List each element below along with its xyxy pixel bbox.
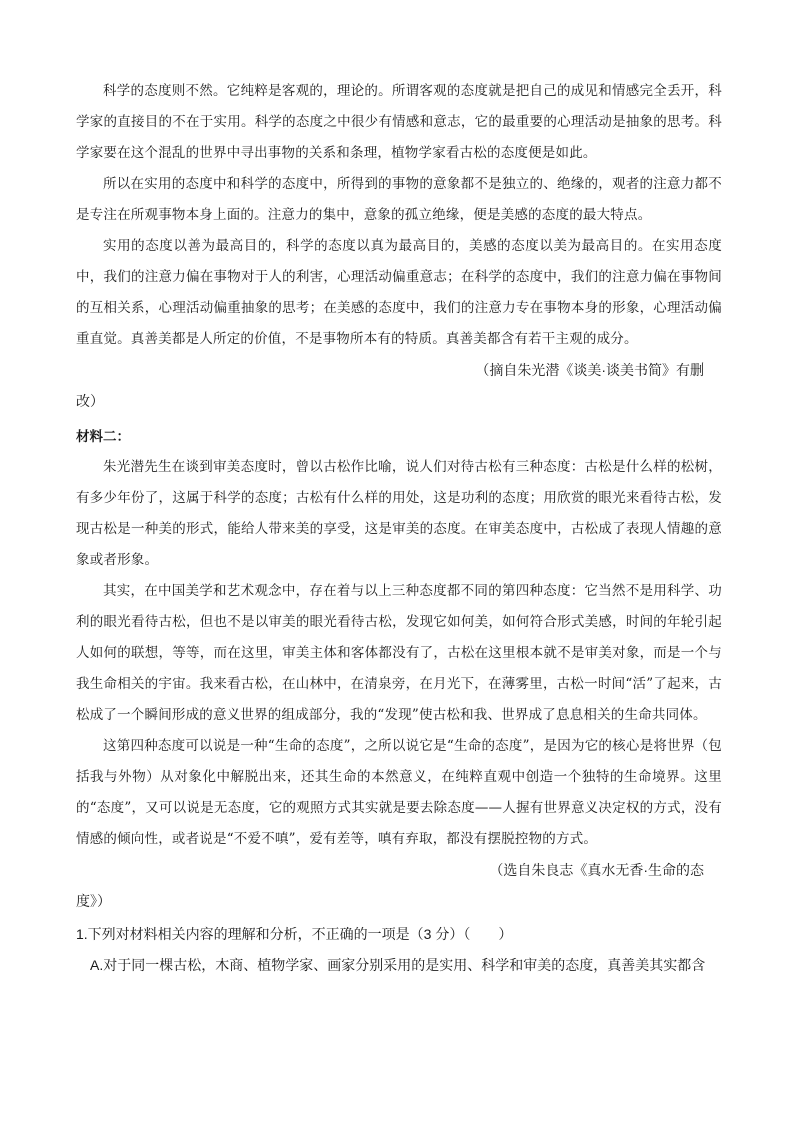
- material-two-paragraph-2: 其实，在中国美学和艺术观念中，存在着与以上三种态度都不同的第四种态度：它当然不是用科学、功利的眼光看待古松，但也不是以审美的眼光看待古松，发现它如何美，如何符合形式美感，时间的年轮引起人如何的联想，等等，而在这里，审美主体和客体都没有了，古松在这里根本就不是审美对象，而是一个与我生命相关的宇宙。我来看古松，在山林中，在清泉旁，在月光下，在薄雾里，古松一时间“活”了起来，古松成了一个瞬间形成的意义世界的组成部分，我的“发现”使古松和我、世界成了息息相关的生命共同体。: [76, 583, 722, 723]
- question-stem: 1.下列对材料相关内容的理解和分析，不正确的一项是（3 分）（ ）: [76, 926, 513, 942]
- material-two-heading: 材料二：: [76, 429, 130, 444]
- document-content: [76, 76, 722, 981]
- question-one: [76, 919, 722, 981]
- material-one-paragraph-3: 实用的态度以善为最高目的，科学的态度以真为最高目的，美感的态度以美为最高目的。在实用态度中，我们的注意力偏在事物对于人的利害，心理活动偏重意志；在科学的态度中，我们的注意力偏在事物间的互相关系，心理活动偏重抽象的思考；在美感的态度中，我们的注意力专在事物本身的形象，心理活动偏重直觉。真善美都是人所定的价值，不是事物所本有的特质。真善美都含有若干主观的成分。: [76, 238, 722, 347]
- material-one-paragraph-1: 科学的态度则不然。它纯粹是客观的，理论的。所谓客观的态度就是把自己的成见和情感完全丢开，科学家的直接目的不在于实用。科学的态度之中很少有情感和意志，它的最重要的心理活动是抽象的思考。科学家要在这个混乱的世界中寻出事物的关系和条理，植物学家看古松的态度便是如此。: [76, 83, 722, 161]
- material-one-paragraph-2: 所以在实用的态度中和科学的态度中，所得到的事物的意象都不是独立的、绝缘的，观者的注意力都不是专注在所观事物本身上面的。注意力的集中，意象的孤立绝缘，便是美感的态度的最大特点。: [76, 176, 722, 223]
- material-two-paragraph-3: 这第四种态度可以说是一种“生命的态度”，之所以说它是“生命的态度”，是因为它的核心是将世界（包括我与外物）从对象化中解脱出来，还其生命的本然意义，在纯粹直观中创造一个独特的生命境界。这里的“态度”，又可以说是无态度，它的观照方式其实就是要去除态度——人握有世界意义决定权的方式，没有情感的倾向性，或者说是“不爱不嗔”，爱有差等，嗔有弃取，都没有摆脱控物的方式。: [76, 738, 722, 847]
- material-one-source: （摘自朱光潜《谈美·谈美书简》有删: [475, 362, 704, 378]
- material-two-source-tail: 度》）: [76, 893, 111, 909]
- material-one-source-tail: 改）: [76, 393, 104, 409]
- question-option-a: A.对于同一棵古松，木商、植物学家、画家分别采用的是实用、科学和审美的态度，真善美其实都含: [90, 957, 706, 973]
- material-two-source: （选自朱良志《真水无香·生命的态: [489, 862, 704, 878]
- material-two: [76, 421, 722, 917]
- material-two-paragraph-1: 朱光潜先生在谈到审美态度时，曾以古松作比喻，说人们对待古松有三种态度：古松是什么样的松树，有多少年份了，这属于科学的态度；古松有什么样的用处，这是功利的态度；用欣赏的眼光来看待古松，发现古松是一种美的形式，能给人带来美的享受，这是审美的态度。在审美态度中，古松成了表现人情趣的意象或者形象。: [76, 459, 722, 568]
- material-one: [76, 76, 722, 417]
